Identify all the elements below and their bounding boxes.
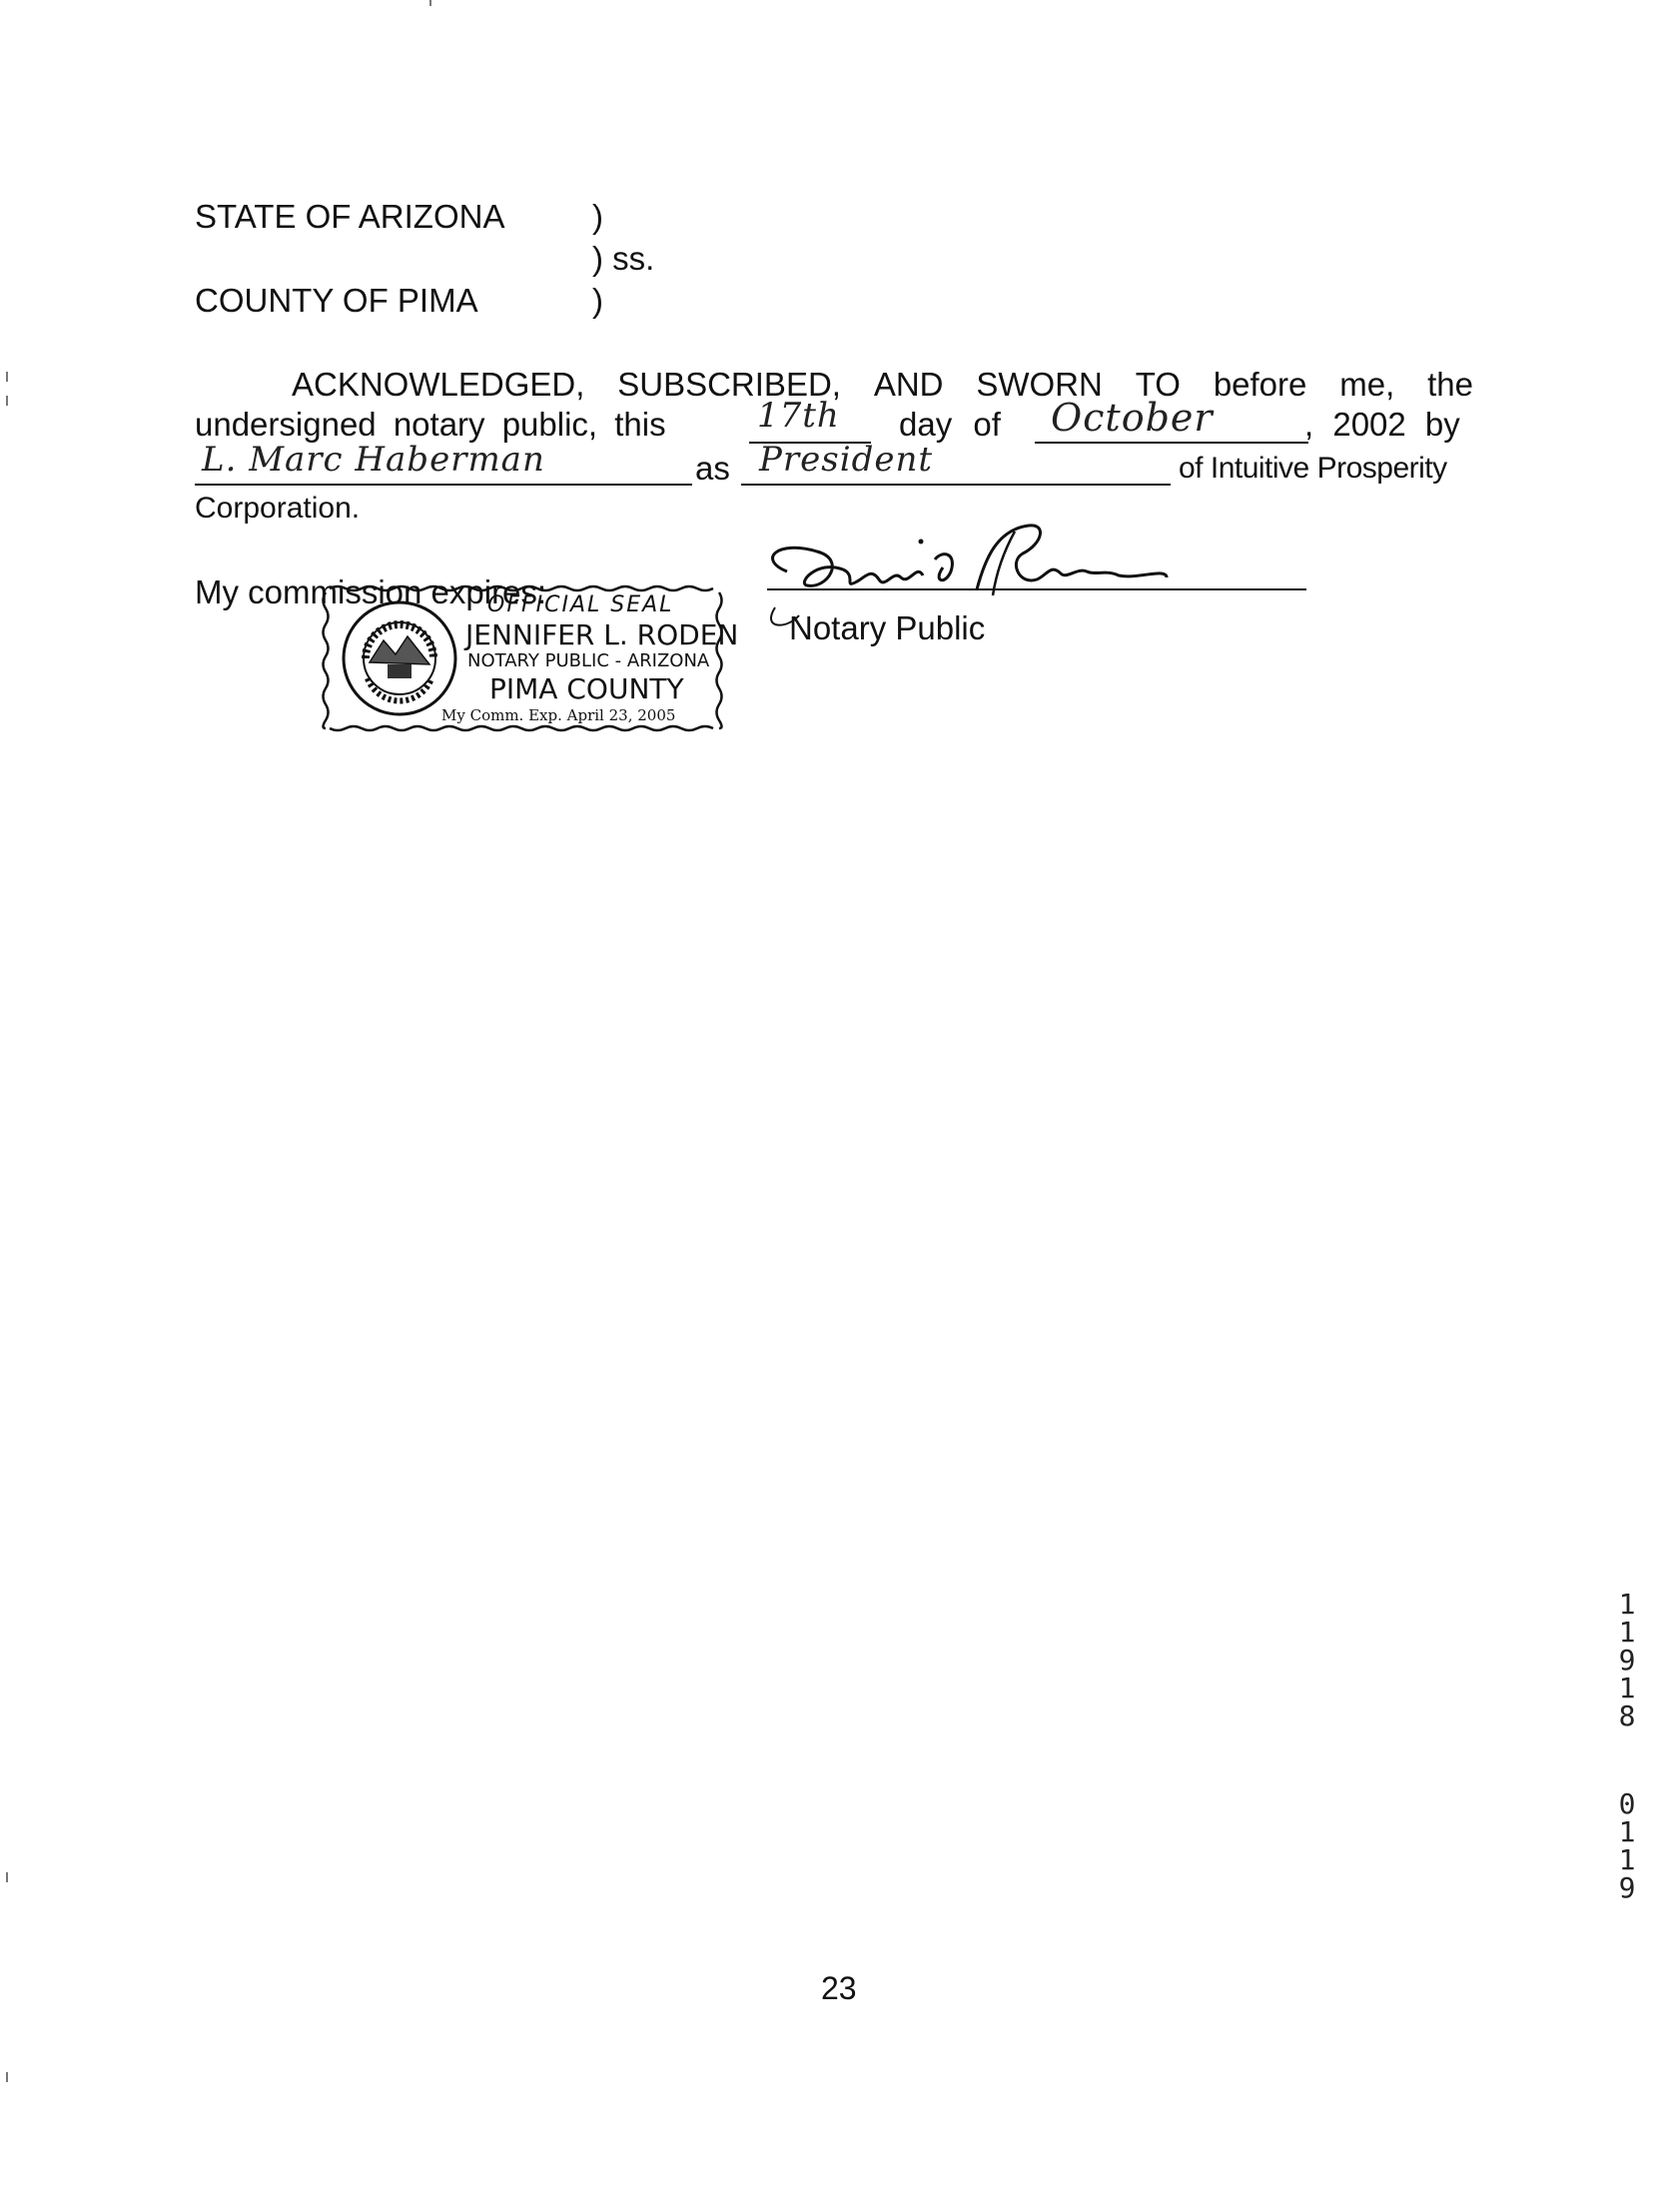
venue-state: STATE OF ARIZONA bbox=[195, 198, 505, 235]
title-value: President bbox=[759, 440, 934, 480]
seal-line-county: PIMA COUNTY bbox=[489, 672, 684, 705]
margin-stamp-group-2 bbox=[1612, 1787, 1642, 1904]
venue-ss: ) ss. bbox=[592, 240, 655, 277]
as-label: as bbox=[695, 450, 730, 487]
stamp-digit: 1 bbox=[1618, 1616, 1636, 1649]
arizona-state-seal-icon bbox=[344, 602, 455, 714]
venue-paren: ) bbox=[592, 282, 603, 319]
month-value: October bbox=[1051, 396, 1214, 440]
of-company-label: of Intuitive Prosperity bbox=[1179, 452, 1447, 485]
margin-tick bbox=[6, 372, 8, 382]
page-number: 23 bbox=[821, 1970, 857, 2006]
margin-tick bbox=[6, 396, 8, 406]
stamp-digit: 9 bbox=[1618, 1644, 1636, 1676]
ack-word: SUBSCRIBED, bbox=[617, 366, 841, 403]
stamp-digit: 1 bbox=[1618, 1843, 1636, 1876]
ack-word: SWORN bbox=[976, 366, 1103, 403]
margin-tick bbox=[6, 2072, 8, 2082]
margin-tick bbox=[429, 0, 431, 6]
seal-line-name: JENNIFER L. RODEN bbox=[465, 618, 739, 651]
ack-word: before bbox=[1213, 366, 1307, 403]
ack-line-1 bbox=[292, 366, 1473, 404]
venue-paren: ) bbox=[592, 198, 603, 235]
ack-word: AND bbox=[873, 366, 944, 403]
seal-line-expiry: My Comm. Exp. April 23, 2005 bbox=[441, 706, 676, 724]
stamp-digit: 1 bbox=[1618, 1588, 1636, 1621]
ack-word: ACKNOWLEDGED, bbox=[292, 366, 585, 403]
margin-tick bbox=[6, 1872, 8, 1882]
ack-word: the bbox=[1427, 366, 1473, 403]
stamp-digit: 8 bbox=[1618, 1699, 1636, 1732]
notary-seal-stamp bbox=[318, 582, 739, 734]
stamp-digit: 1 bbox=[1618, 1815, 1636, 1848]
month-underline bbox=[1035, 442, 1308, 444]
notary-public-caption: Notary Public bbox=[789, 609, 986, 646]
signer-name-value: L. Marc Haberman bbox=[202, 440, 545, 480]
ack-word: me, bbox=[1339, 366, 1395, 403]
seal-line-notary: NOTARY PUBLIC - ARIZONA bbox=[467, 650, 710, 671]
day-value: 17th bbox=[757, 396, 840, 436]
stamp-digit: 0 bbox=[1618, 1787, 1636, 1820]
stamp-digit: 1 bbox=[1618, 1671, 1636, 1704]
venue-county: COUNTY OF PIMA bbox=[195, 282, 478, 319]
seal-line-official-seal: OFFICIAL SEAL bbox=[487, 592, 674, 617]
stamp-digit: 9 bbox=[1618, 1871, 1636, 1904]
year-by-label: , 2002 by bbox=[1304, 406, 1460, 443]
commission-label: My commission expires: bbox=[195, 573, 547, 610]
ack-line-2-prefix: undersigned notary public, this bbox=[195, 406, 666, 443]
margin-stamp-group-1 bbox=[1612, 1588, 1642, 1732]
title-underline bbox=[741, 484, 1171, 486]
day-of-label: day of bbox=[899, 406, 1001, 443]
corporation-label: Corporation. bbox=[195, 492, 361, 525]
ack-word: TO bbox=[1135, 366, 1181, 403]
signer-name-underline bbox=[195, 484, 692, 486]
